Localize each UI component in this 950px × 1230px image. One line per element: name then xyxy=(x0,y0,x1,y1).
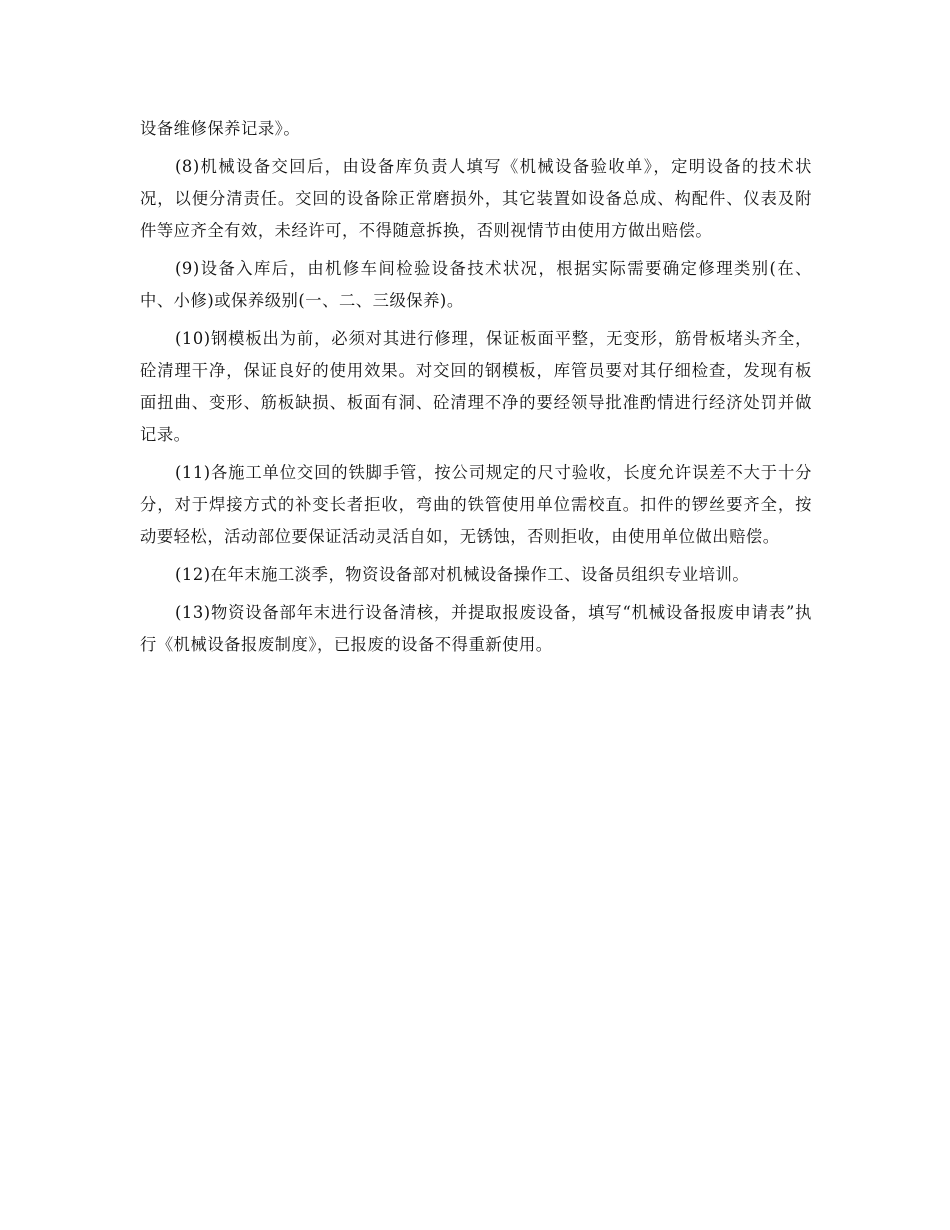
document-page xyxy=(140,113,812,667)
paragraph-item-11: (11)各施工单位交回的铁脚手管，按公司规定的尺寸验收，长度允许误差不大于十分分，对于焊接方式的补变长者拒收，弯曲的铁管使用单位需校直。扣件的锣丝要齐全，按动要轻松，活动部位要保证活动灵活自如，无锈蚀，否则拒收，由使用单位做出赔偿。 xyxy=(140,463,812,546)
paragraph-item-13: (13)物资设备部年末进行设备清核，并提取报废设备，填写“机械设备报废申请表”执行《机械设备报废制度》，已报废的设备不得重新使用。 xyxy=(140,603,812,654)
paragraph-item-8: (8)机械设备交回后，由设备库负责人填写《机械设备验收单》，定明设备的技术状况，以便分清责任。交回的设备除正常磨损外，其它装置如设备总成、构配件、仪表及附件等应齐全有效，未经许可，不得随意拆换，否则视情节由使用方做出赔偿。 xyxy=(140,157,812,240)
paragraph-item-9: (9)设备入库后，由机修车间检验设备技术状况，根据实际需要确定修理类别(在、中、小修)或保养级别(一、二、三级保养)。 xyxy=(140,259,812,310)
paragraph-continuation: 设备维修保养记录》。 xyxy=(140,119,301,138)
paragraph-item-10: (10)钢模板出为前，必须对其进行修理，保证板面平整，无变形，筋骨板堵头齐全，砼清理干净，保证良好的使用效果。对交回的钢模板，库管员要对其仔细检查，发现有板面扭曲、变形、筋板缺损、板面有洞、砼清理不净的要经领导批准酌情进行经济处罚并做记录。 xyxy=(140,329,812,444)
paragraph-item-12: (12)在年末施工淡季，物资设备部对机械设备操作工、设备员组织专业培训。 xyxy=(175,565,750,584)
